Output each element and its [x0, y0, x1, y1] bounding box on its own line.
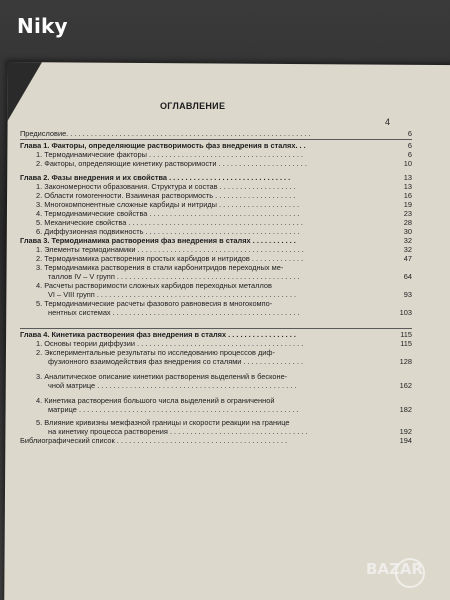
toc-entry-text: 2. Термодинамика растворения простых карбидов и нитридов . . . . . . . . . . . . . [36, 254, 304, 263]
toc-entry-text: 2. Экспериментальные результаты по исследованию процессов диф- [36, 348, 275, 357]
toc-row [20, 381, 412, 390]
toc-row [20, 182, 412, 191]
toc-entry-text: 3. Аналитическое описание кинетики растворения выделений в бесконе- [36, 372, 288, 381]
toc-entry-text: матрице . . . . . . . . . . . . . . . . . . . . . . . . . . . . . . . . . . . . . . . . . . . . . . . . . . . . . . [48, 405, 299, 414]
toc-row [20, 254, 412, 263]
toc-entry-page: 93 [403, 290, 412, 299]
toc-entry-page: 64 [403, 272, 412, 281]
toc-entry-text: VI – VIII групп . . . . . . . . . . . . . . . . . . . . . . . . . . . . . . . . . . . . . . . . . . . . . . . . . [48, 290, 296, 299]
toc-entry-page: 10 [403, 159, 412, 168]
toc-entry-text: Глава 1. Факторы, определяющие растворимость фаз внедрения в сталях. . . [20, 141, 306, 150]
toc-entry-page: 115 [400, 339, 412, 348]
toc-entry-page: 28 [403, 218, 412, 227]
toc-row [20, 405, 412, 414]
toc-row [20, 372, 412, 381]
toc-entry-text: на кинетику процесса растворения . . . . . . . . . . . . . . . . . . . . . . . . . . . . . . . . . . [48, 427, 308, 436]
toc-row [20, 290, 412, 299]
toc-entry-page: 16 [403, 191, 412, 200]
toc-row [20, 245, 412, 254]
toc-entry-page: 192 [399, 427, 412, 436]
toc-row [20, 263, 412, 272]
marketplace-watermark [366, 560, 444, 588]
toc-entry-text: 3. Многокомпонентные сложные карбиды и нитриды . . . . . . . . . . . . . . . . . . . . [36, 200, 300, 209]
toc-row [20, 427, 412, 436]
seller-name: Niky [17, 14, 68, 38]
toc-row [20, 200, 412, 209]
page-number: 4 [385, 117, 391, 127]
toc-entry-text: таллов IV – V групп . . . . . . . . . . . . . . . . . . . . . . . . . . . . . . . . . . . . . . . . . . . . . [48, 272, 300, 281]
toc-entry-page: 30 [403, 227, 412, 236]
toc-entry-page: 13 [403, 173, 412, 182]
toc-row [20, 209, 412, 218]
toc-entry-page: 6 [407, 150, 412, 159]
toc-entry-page: 6 [407, 129, 412, 138]
toc-entry-text: Библиографический список . . . . . . . . . . . . . . . . . . . . . . . . . . . . . . . . . . . . . . . . . . [20, 436, 288, 445]
toc-entry-page: 6 [407, 141, 412, 150]
table-of-contents [20, 129, 412, 445]
toc-entry-text: Предисловие. . . . . . . . . . . . . . . . . . . . . . . . . . . . . . . . . . . . . . . . . . . . . . . . . . . . . . . . . . . . [20, 129, 311, 138]
toc-row [20, 227, 412, 236]
toc-entry-text: нентных системах . . . . . . . . . . . . . . . . . . . . . . . . . . . . . . . . . . . . . . . . . . . . . . [48, 308, 300, 317]
toc-row-preface [20, 129, 412, 138]
toc-row [20, 159, 412, 168]
toc-entry-text: 2. Факторы, определяющие кинетику растворимости . . . . . . . . . . . . . . . . . . . . . . [36, 159, 307, 168]
toc-row-chapter-4 [20, 330, 412, 339]
toc-row-bibliography [20, 436, 412, 445]
page-title: ОГЛАВЛЕНИЕ [160, 101, 226, 111]
toc-row [20, 357, 412, 366]
toc-entry-page: 128 [399, 357, 412, 366]
toc-entry-text: 1. Основы теории диффузии . . . . . . . . . . . . . . . . . . . . . . . . . . . . . . . . . . . . . . . . . [36, 339, 304, 348]
toc-entry-page: 162 [399, 381, 412, 390]
toc-entry-text: 2. Области гомогенности. Взаимная растворимость . . . . . . . . . . . . . . . . . . . . [36, 191, 296, 200]
toc-entry-page: 13 [403, 182, 412, 191]
toc-entry-text: чной матрице . . . . . . . . . . . . . . . . . . . . . . . . . . . . . . . . . . . . . . . . . . . . . . . . . [48, 381, 297, 390]
toc-row [20, 191, 412, 200]
toc-entry-page: 194 [399, 436, 412, 445]
toc-row [20, 418, 412, 427]
toc-row [20, 348, 412, 357]
toc-entry-page: 47 [403, 254, 412, 263]
toc-entry-page: 23 [403, 209, 412, 218]
toc-row-chapter-3 [20, 236, 412, 245]
toc-entry-text: 5. Влияние кривизны межфазной границы и скорости реакции на границе [36, 418, 290, 427]
toc-row [20, 339, 412, 348]
page-corner-shadow [8, 62, 48, 122]
toc-entry-text: 6. Диффузионная подвижность . . . . . . . . . . . . . . . . . . . . . . . . . . . . . . . . . . . . . . [36, 227, 300, 236]
toc-entry-page: 115 [400, 330, 412, 339]
toc-entry-text: 3. Термодинамика растворения в стали карбонитридов переходных ме- [36, 263, 284, 272]
toc-entry-text: 1. Элементы термодинамики . . . . . . . . . . . . . . . . . . . . . . . . . . . . . . . . . . . . . . . . . [36, 245, 304, 254]
toc-entry-text: Глава 3. Термодинамика растворения фаз внедрения в сталях . . . . . . . . . . . [20, 236, 296, 245]
toc-row [20, 281, 412, 290]
toc-entry-page: 182 [399, 405, 412, 414]
toc-row [20, 272, 412, 281]
toc-entry-text: 1. Термодинамические факторы . . . . . . . . . . . . . . . . . . . . . . . . . . . . . . . . . . . . . . [36, 150, 303, 159]
toc-entry-text: Глава 2. Фазы внедрения и их свойства . . . . . . . . . . . . . . . . . . . . . . . . . . . . . . [20, 173, 291, 182]
toc-row [20, 218, 412, 227]
toc-entry-page: 32 [403, 236, 412, 245]
divider [20, 139, 412, 140]
toc-entry-page: 32 [403, 245, 412, 254]
toc-row [20, 396, 412, 405]
toc-entry-text: 4. Расчеты растворимости сложных карбидов переходных металлов [36, 281, 272, 290]
toc-row [20, 299, 412, 308]
toc-entry-page: 19 [403, 200, 412, 209]
watermark-circle-icon [395, 558, 425, 588]
toc-entry-text: 5. Механические свойства . . . . . . . . . . . . . . . . . . . . . . . . . . . . . . . . . . . . . . . . . . . [36, 218, 303, 227]
toc-entry-text: фузионного взаимодействия фаз внедрения со сталями . . . . . . . . . . . . . . . [48, 357, 304, 366]
toc-entry-text: 4. Кинетика растворения большого числа выделений в ограниченной [36, 396, 275, 405]
toc-row [20, 150, 412, 159]
toc-entry-text: 5. Термодинамические расчеты фазового равновесия в многокомпо- [36, 299, 273, 308]
toc-entry-page: 103 [399, 308, 412, 317]
toc-row-chapter-2 [20, 173, 412, 182]
toc-entry-text: 1. Закономерности образования. Структура и состав . . . . . . . . . . . . . . . . . . . [36, 182, 296, 191]
divider [20, 328, 412, 329]
toc-entry-text: Глава 4. Кинетика растворения фаз внедрения в сталях . . . . . . . . . . . . . . . . . [20, 330, 296, 339]
watermark-text: BAZAR [366, 560, 424, 578]
toc-row-chapter-1 [20, 141, 412, 150]
toc-entry-text: 4. Термодинамические свойства . . . . . . . . . . . . . . . . . . . . . . . . . . . . . . . . . . . . . [36, 209, 300, 218]
toc-row [20, 308, 412, 317]
